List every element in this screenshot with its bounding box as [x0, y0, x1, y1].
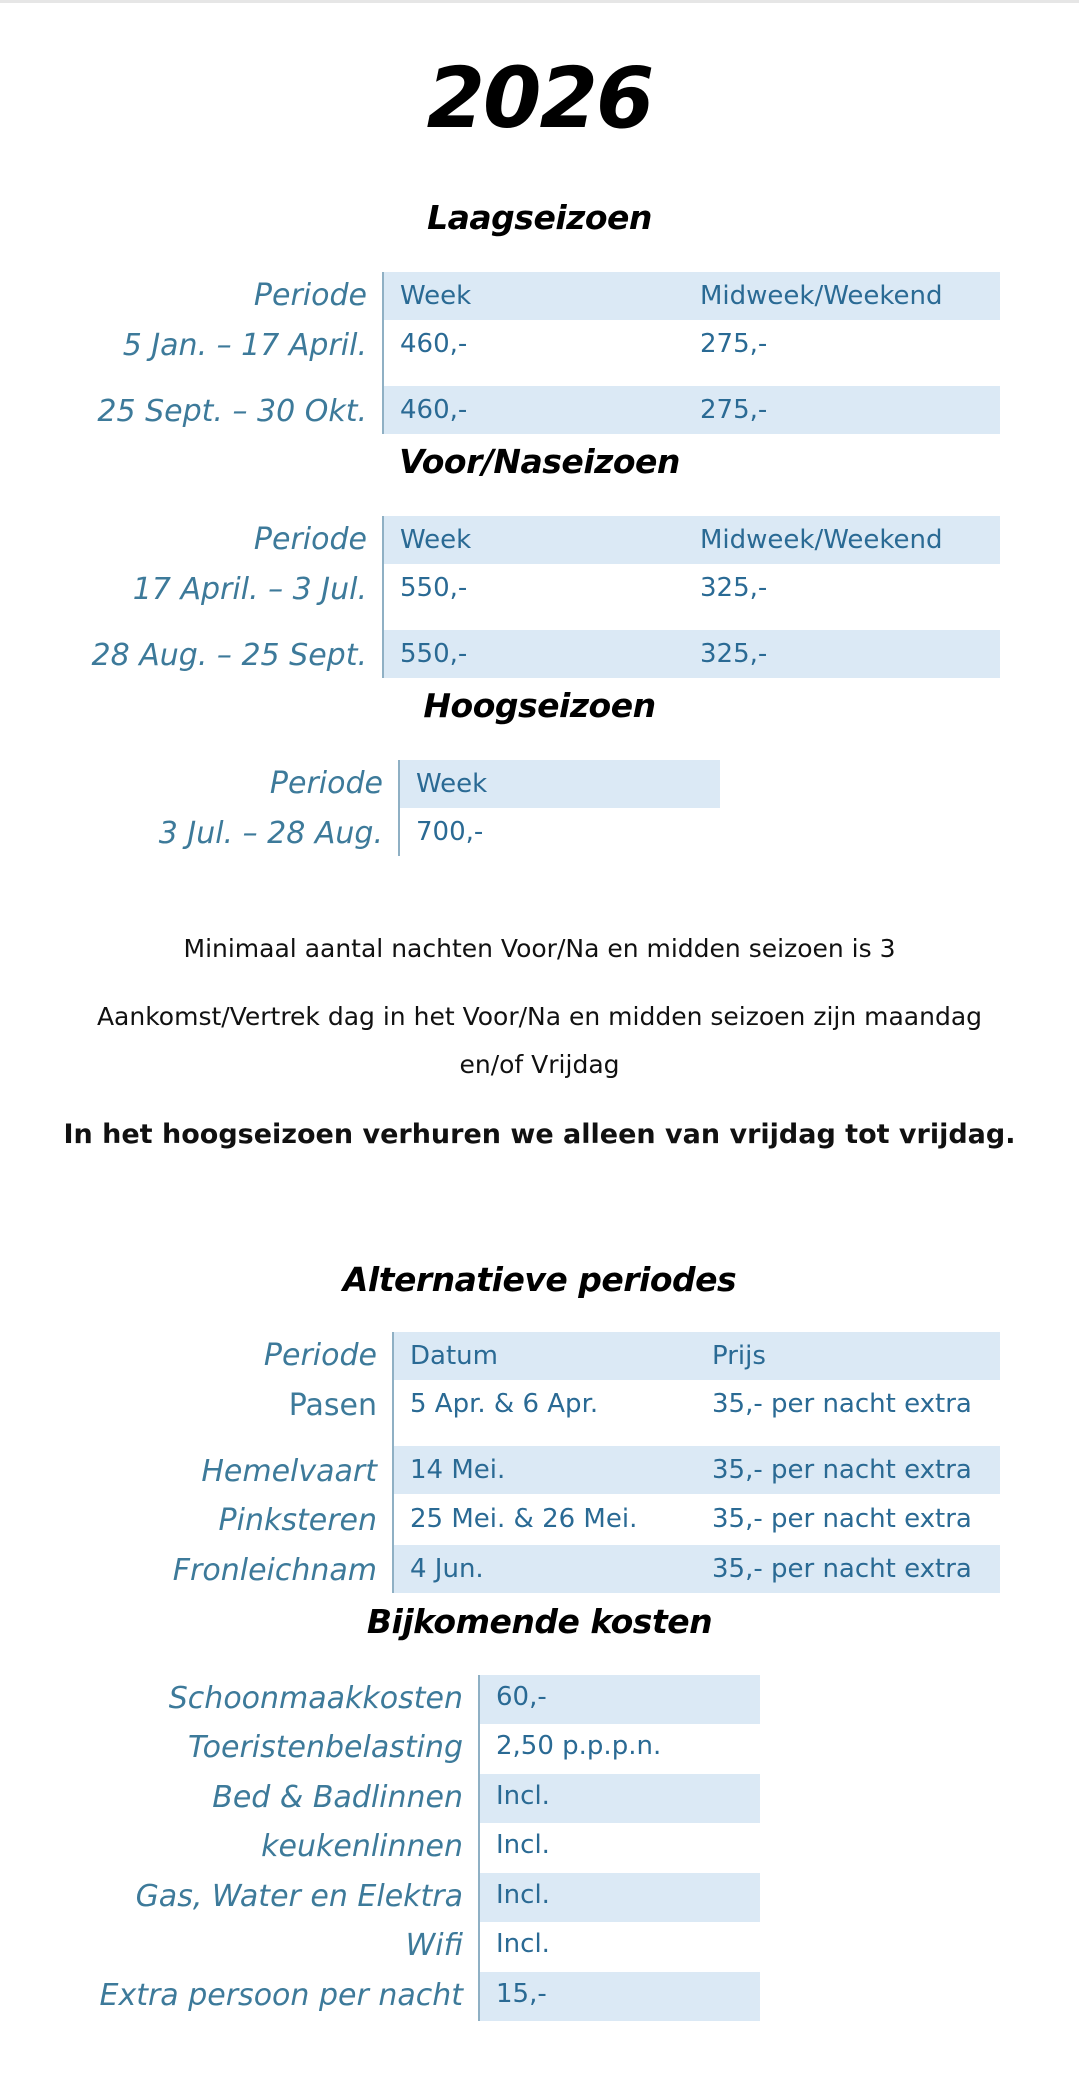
row-band: [384, 630, 1000, 678]
header-periode: Periode: [253, 522, 367, 557]
page-title-year: 2026: [426, 49, 653, 147]
cost-value: Incl.: [496, 1781, 550, 1811]
section-title-voornaseizoen: Voor/Naseizoen: [399, 442, 680, 481]
cost-label: Toeristenbelasting: [188, 1730, 463, 1765]
cost-value: 15,-: [496, 1979, 547, 2009]
row-week-price: 460,-: [400, 329, 468, 359]
section-title-hoogseizoen: Hoogseizoen: [423, 686, 656, 725]
row-period: 5 Jan. – 17 April.: [122, 328, 367, 363]
row-midweek-price: 275,-: [700, 329, 768, 359]
header-datum: Datum: [410, 1341, 498, 1371]
header-prijs: Prijs: [712, 1341, 766, 1371]
note-minimum-nights: Minimaal aantal nachten Voor/Na en midden seizoen is 3: [183, 934, 896, 963]
cost-label: Wifi: [405, 1928, 463, 1963]
row-midweek-price: 275,-: [700, 395, 768, 425]
cost-label: Bed & Badlinnen: [212, 1780, 463, 1815]
table-divider: [398, 760, 400, 856]
row-period: 17 April. – 3 Jul.: [132, 572, 367, 607]
note-arrival-line1: Aankomst/Vertrek dag in het Voor/Na en midden seizoen zijn maandag: [96, 1002, 983, 1031]
row-midweek-price: 325,-: [700, 573, 768, 603]
note-arrival-line2: en/of Vrijdag: [459, 1050, 620, 1079]
row-date: 25 Mei. & 26 Mei.: [410, 1504, 638, 1534]
row-period: 3 Jul. – 28 Aug.: [158, 816, 383, 851]
row-period: Pinksteren: [218, 1503, 377, 1538]
row-date: 4 Jun.: [410, 1554, 484, 1584]
header-periode: Periode: [269, 766, 383, 801]
cost-value: 2,50 p.p.p.n.: [496, 1731, 662, 1761]
header-midweek: Midweek/Weekend: [700, 281, 943, 311]
cost-value: Incl.: [496, 1830, 550, 1860]
row-period: 28 Aug. – 25 Sept.: [91, 638, 367, 673]
row-period: 25 Sept. – 30 Okt.: [97, 394, 367, 429]
row-price: 35,- per nacht extra: [712, 1554, 972, 1584]
header-week: Week: [400, 281, 472, 311]
cost-label: Schoonmaakkosten: [168, 1681, 463, 1716]
note-high-season: In het hoogseizoen verhuren we alleen van vrijdag tot vrijdag.: [63, 1119, 1016, 1150]
table-divider: [392, 1332, 394, 1593]
row-period: Hemelvaart: [201, 1454, 377, 1489]
row-price: 35,- per nacht extra: [712, 1504, 972, 1534]
top-border: [0, 0, 1079, 3]
row-week-price: 550,-: [400, 639, 468, 669]
row-week-price: 460,-: [400, 395, 468, 425]
row-period: Pasen: [288, 1388, 377, 1423]
row-midweek-price: 325,-: [700, 639, 768, 669]
cost-label: Extra persoon per nacht: [99, 1978, 463, 2013]
section-title-alternatieve-periodes: Alternatieve periodes: [342, 1260, 737, 1299]
cost-label: keukenlinnen: [261, 1829, 463, 1864]
table-divider: [382, 516, 384, 678]
header-periode: Periode: [263, 1338, 377, 1373]
section-title-laagseizoen: Laagseizoen: [427, 198, 652, 237]
cost-value: Incl.: [496, 1880, 550, 1910]
row-period: Fronleichnam: [172, 1553, 377, 1588]
row-date: 14 Mei.: [410, 1455, 506, 1485]
section-title-bijkomende-kosten: Bijkomende kosten: [366, 1602, 713, 1641]
row-week-price: 700,-: [416, 817, 484, 847]
row-price: 35,- per nacht extra: [712, 1389, 972, 1419]
row-week-price: 550,-: [400, 573, 468, 603]
row-price: 35,- per nacht extra: [712, 1455, 972, 1485]
row-date: 5 Apr. & 6 Apr.: [410, 1389, 599, 1419]
header-week: Week: [416, 769, 488, 799]
cost-label: Gas, Water en Elektra: [135, 1879, 463, 1914]
table-divider: [382, 272, 384, 434]
table-divider: [478, 1675, 480, 2021]
header-midweek: Midweek/Weekend: [700, 525, 943, 555]
row-band: [384, 386, 1000, 434]
cost-value: 60,-: [496, 1682, 547, 1712]
header-periode: Periode: [253, 278, 367, 313]
header-week: Week: [400, 525, 472, 555]
cost-value: Incl.: [496, 1929, 550, 1959]
